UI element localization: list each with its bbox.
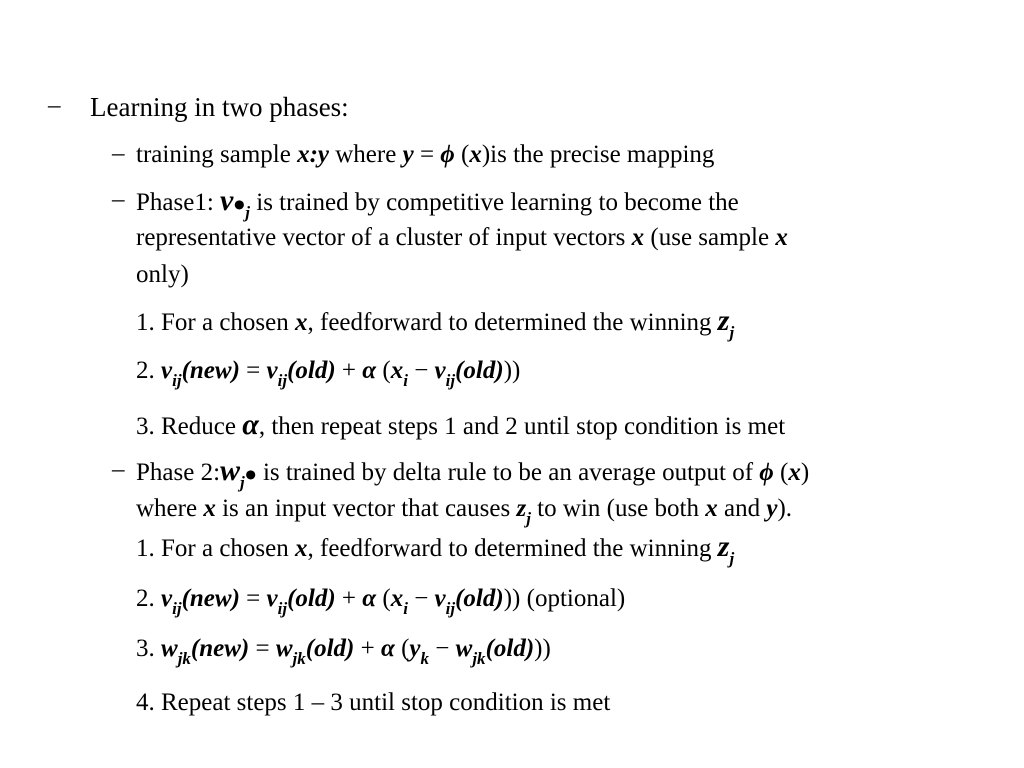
math-x: x xyxy=(295,309,308,336)
math-x: x xyxy=(203,495,216,522)
math-sub-j: j xyxy=(729,323,735,342)
math-y: y xyxy=(766,495,778,522)
text: where xyxy=(329,141,403,168)
text: , then repeat steps 1 and 2 until stop condition is met xyxy=(258,413,786,440)
math-sub-j: j xyxy=(526,509,531,528)
math-alpha: α xyxy=(362,585,377,612)
text: , feedforward to determined the winning xyxy=(307,535,718,562)
bullet-dash: – xyxy=(112,140,125,167)
math-x: x xyxy=(469,141,482,168)
math-paren: ( xyxy=(773,459,789,486)
math-v: v xyxy=(161,357,173,384)
training-line xyxy=(136,140,714,170)
heading-text: Learning in two phases: xyxy=(90,92,349,122)
text: 1. For a chosen xyxy=(136,535,295,562)
math-w: w xyxy=(275,635,293,662)
math-paren: ( xyxy=(394,635,410,662)
math-sub-ij: ij xyxy=(277,371,288,390)
phase2-step2 xyxy=(136,584,625,616)
math-x: x xyxy=(390,357,404,384)
text: 1. For a chosen xyxy=(136,309,295,336)
math-z: z xyxy=(516,495,527,522)
math-eq: = xyxy=(239,585,267,612)
math-y: y xyxy=(402,141,414,168)
math-sub-jk: jk xyxy=(177,649,191,668)
math-plus: + xyxy=(354,635,381,662)
math-plus: + xyxy=(335,357,363,384)
math-alpha: α xyxy=(362,357,377,384)
math-minus: − xyxy=(407,357,435,384)
phase2-step3 xyxy=(136,634,551,666)
math-v: v xyxy=(161,585,173,612)
bullet-dash: – xyxy=(112,186,125,213)
text: is trained by competitive learning to become the xyxy=(250,189,739,216)
math-sub-j: j xyxy=(245,203,250,222)
text: and xyxy=(717,495,767,522)
text: where xyxy=(136,495,204,522)
phase2-step4: 4. Repeat steps 1 – 3 until stop condition is met xyxy=(136,689,611,716)
optional-note: (optional) xyxy=(520,585,626,612)
text: ). xyxy=(777,495,793,522)
phase1-line1 xyxy=(136,184,739,224)
math-sub-j: j xyxy=(729,549,735,568)
math-w: w xyxy=(161,635,178,662)
math-paren: )) xyxy=(534,635,551,662)
math-new: (new) xyxy=(181,357,240,384)
math-old: (old) xyxy=(455,357,504,384)
math-phi: ϕ xyxy=(440,141,455,168)
math-sub-ij: ij xyxy=(445,371,456,390)
math-x: x xyxy=(788,459,801,486)
math-eq: = xyxy=(413,141,441,168)
sample-symbol: x:y xyxy=(297,141,329,168)
math-minus: − xyxy=(429,635,456,662)
phase2-label: Phase 2: xyxy=(136,459,221,486)
math-v: v xyxy=(266,585,278,612)
math-dot: • xyxy=(233,187,246,224)
math-old: (old) xyxy=(485,635,535,662)
math-x: x xyxy=(631,224,645,251)
math-v: v xyxy=(434,585,446,612)
math-phi: ϕ xyxy=(759,459,774,486)
math-paren: ( xyxy=(454,141,470,168)
math-x: x xyxy=(390,585,404,612)
math-alpha: α xyxy=(242,408,259,441)
math-x: x xyxy=(295,535,308,562)
text: (use sample xyxy=(644,224,776,251)
step-number: 2. xyxy=(136,585,161,612)
phase1-line2 xyxy=(136,223,788,253)
math-eq: = xyxy=(239,357,267,384)
phase1-line3: only) xyxy=(136,261,189,288)
text: to win (use both xyxy=(530,495,706,522)
math-paren: ) xyxy=(481,141,491,168)
math-x: x xyxy=(705,495,718,522)
math-sub-jk: jk xyxy=(292,649,306,668)
phase2-step1 xyxy=(136,532,734,566)
math-new: (new) xyxy=(190,635,250,662)
math-old: (old) xyxy=(287,585,336,612)
math-sub-k: k xyxy=(420,649,430,668)
math-old: (old) xyxy=(305,635,355,662)
math-alpha: α xyxy=(381,635,395,662)
math-z: z xyxy=(717,304,730,337)
math-sub-i: i xyxy=(403,599,408,618)
math-w: w xyxy=(220,454,241,487)
math-sub-ij: ij xyxy=(445,599,456,618)
text: is an input vector that causes xyxy=(215,495,517,522)
math-eq: = xyxy=(249,635,276,662)
math-sub-ij: ij xyxy=(172,599,182,618)
text: , feedforward to determined the winning xyxy=(307,309,718,336)
math-old: (old) xyxy=(455,585,504,612)
math-dot: • xyxy=(244,457,257,494)
text: is trained by delta rule to be an average output of xyxy=(256,459,760,486)
math-w: w xyxy=(455,635,473,662)
math-v: v xyxy=(220,184,234,217)
math-old: (old) xyxy=(287,357,336,384)
math-plus: + xyxy=(335,585,363,612)
step-number: 2. xyxy=(136,357,161,384)
phase2-line2 xyxy=(136,494,792,526)
math-new: (new) xyxy=(181,585,240,612)
text: training sample xyxy=(136,141,298,168)
text: is the precise mapping xyxy=(490,141,715,168)
math-paren: ( xyxy=(376,357,391,384)
phase1-step1 xyxy=(136,306,734,340)
math-sub-jk: jk xyxy=(472,649,486,668)
phase2-line1 xyxy=(136,454,810,494)
text: 3. Reduce xyxy=(136,413,243,440)
math-y: y xyxy=(409,635,421,662)
math-paren: ( xyxy=(376,585,391,612)
math-v: v xyxy=(434,357,446,384)
math-v: v xyxy=(266,357,278,384)
math-x: x xyxy=(775,224,788,251)
math-sub-ij: ij xyxy=(277,599,288,618)
math-z: z xyxy=(717,530,730,563)
step-number: 3. xyxy=(136,635,161,662)
phase1-step2 xyxy=(136,356,520,388)
phase1-label: Phase1: xyxy=(136,189,221,216)
math-sub-i: i xyxy=(403,371,408,390)
math-paren: )) xyxy=(503,585,521,612)
phase1-step3 xyxy=(136,410,785,442)
math-paren: )) xyxy=(503,357,521,384)
math-sub-ij: ij xyxy=(172,371,182,390)
math-paren: ) xyxy=(800,459,810,486)
bullet-dash: – xyxy=(112,456,125,483)
math-minus: − xyxy=(407,585,435,612)
bullet-dash: – xyxy=(48,92,61,119)
text: representative vector of a cluster of input vectors xyxy=(136,224,632,251)
math-sub-j: j xyxy=(240,473,245,492)
